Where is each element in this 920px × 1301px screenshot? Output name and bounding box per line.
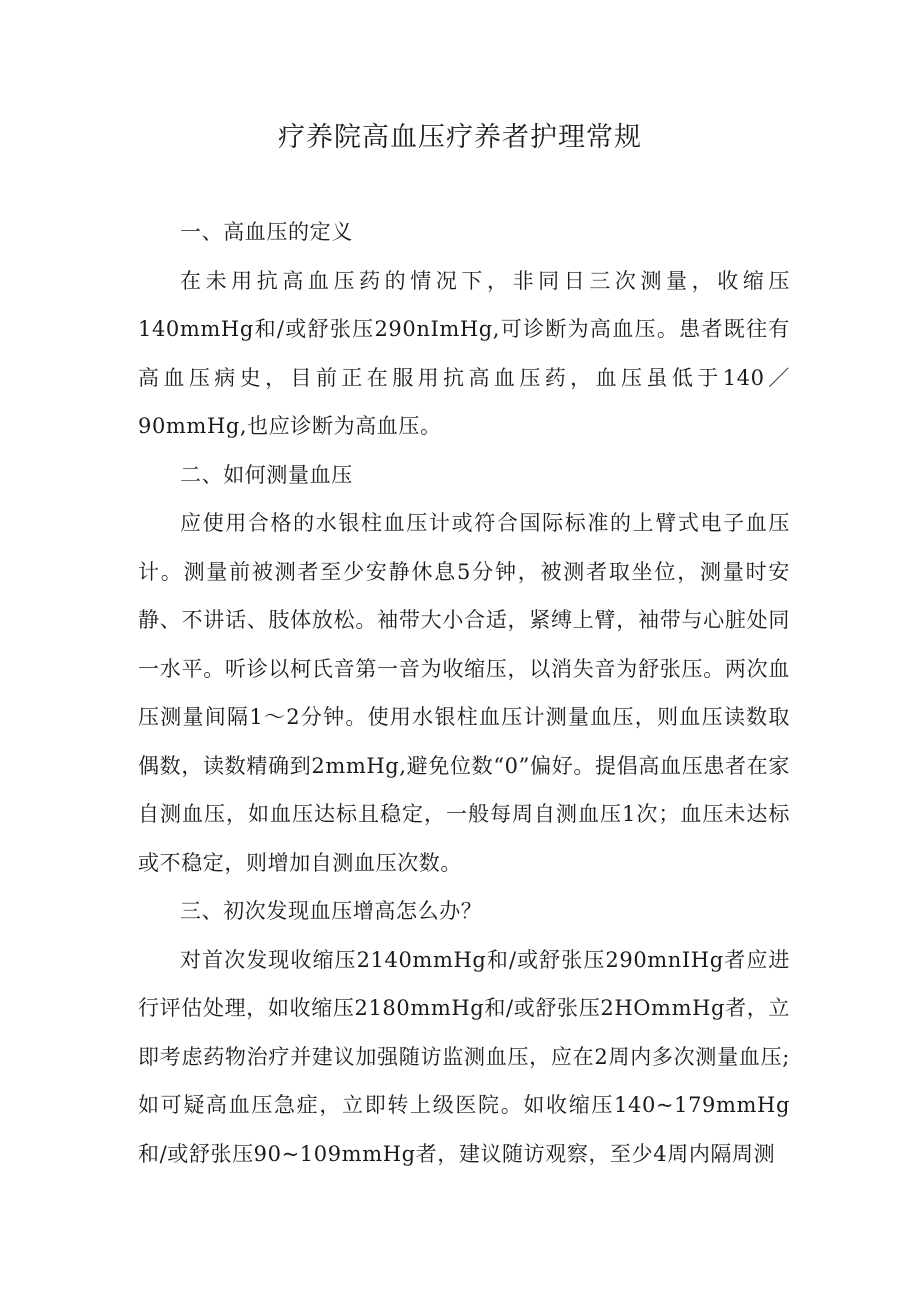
document-title: 疗养院高血压疗养者护理常规 [278, 122, 642, 153]
section-heading-measurement: 二、如何测量血压 [180, 462, 353, 487]
section-paragraph-measurement: 应使用合格的水银柱血压计或符合国际标准的上臂式电子血压计。测量前被测者至少安静休息5分钟，被测者取坐位，测量时安静、不讲话、肢体放松。袖带大小合适，紧缚上臂，袖带与心脏处同一水平。听诊以柯氏音第一音为收缩压，以消失音为舒张压。两次血压测量间隔1～2分钟。使用水银柱血压计测量血压，则血压读数取偶数，读数精确到2mmHg,避免位数“0”偏好。提倡高血压患者在家自测血压，如血压达标且稳定，一般每周自测血压1次；血压未达标或不稳定，则增加自测血压次数。 [138, 511, 790, 875]
document-body [138, 208, 790, 1178]
section-paragraph-definition: 在未用抗高血压药的情况下，非同日三次测量，收缩压140mmHg和/或舒张压290nImHg,可诊断为高血压。患者既往有高血压病史，目前正在服用抗高血压药，血压虽低于140／90mmHg,也应诊断为高血压。 [138, 268, 790, 438]
section-heading-first-detection: 三、初次发现血压增高怎么办？ [180, 899, 483, 923]
section-heading-definition: 一、高血压的定义 [180, 220, 353, 244]
section-paragraph-first-detection: 对首次发现收缩压2140mmHg和/或舒张压290mnIHg者应进行评估处理，如收缩压2180mmHg和/或舒张压2HOmmHg者，立即考虑药物治疗并建议加强随访监测血压，应在2周内多次测量血压;如可疑高血压急症，立即转上级医院。如收缩压140~179mmHg和/或舒张压90~109mmHg者，建议随访观察，至少4周内隔周测 [138, 947, 790, 1166]
